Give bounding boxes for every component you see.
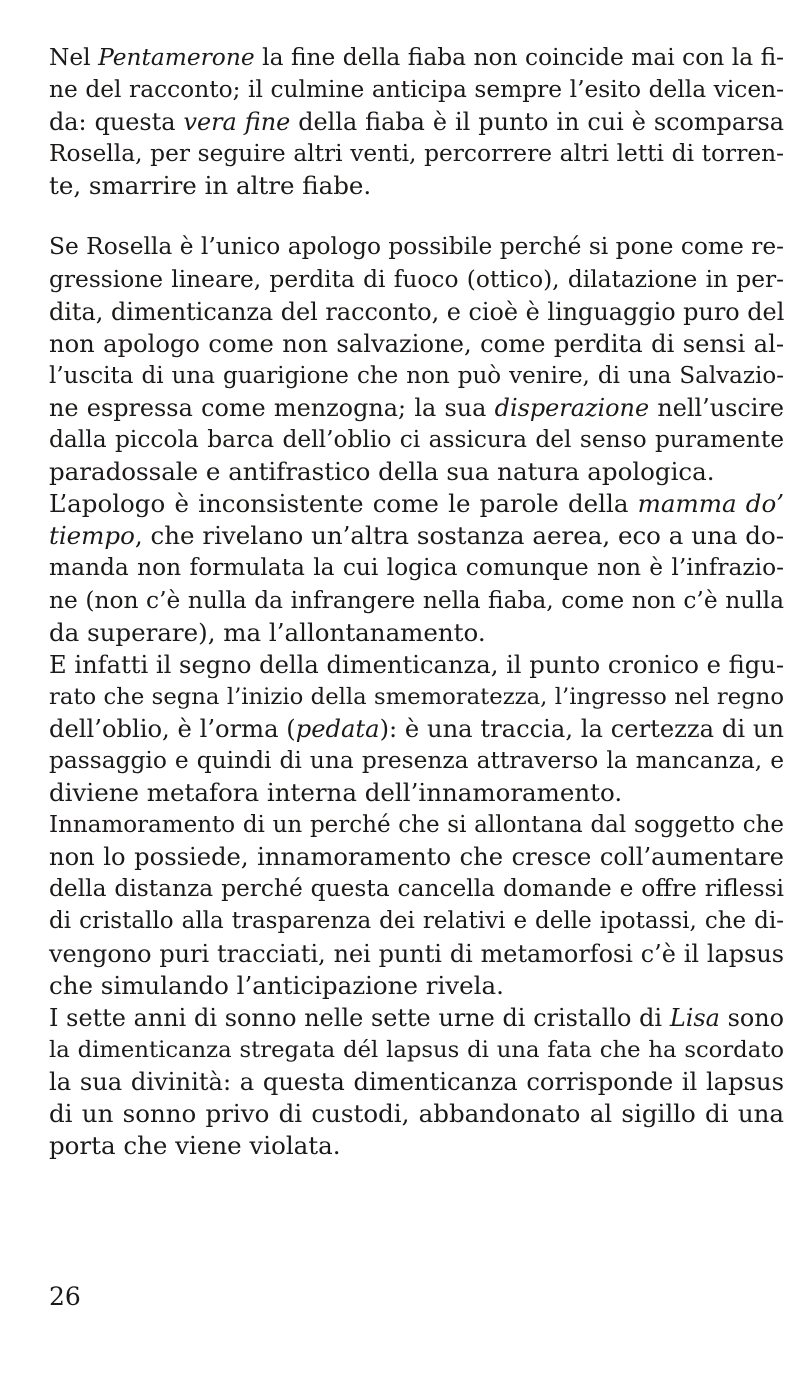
text-run: la dimenticanza stregata dél lapsus di una fata che ha scordato	[49, 1036, 784, 1063]
text-line	[49, 424, 784, 456]
text-run: ne del racconto; il culmine anticipa sempre l’esito della vicen-	[49, 76, 784, 104]
italic-text-run: mamma do’	[637, 489, 784, 519]
text-line	[49, 617, 784, 649]
text-run: l’uscita di una guarigione che non può venire, di una Salvazio-	[49, 362, 784, 389]
text-run: dalla piccola barca dell’oblio ci assicura del senso puramente	[49, 426, 784, 454]
paragraph-gap	[49, 202, 784, 231]
text-line	[49, 1130, 784, 1162]
paragraph	[49, 1002, 784, 1162]
text-line	[49, 873, 784, 905]
text-run: di un sonno privo di custodi, abbandonato al sigillo di una	[49, 1099, 784, 1128]
text-line	[49, 713, 784, 745]
text-line	[49, 264, 784, 296]
text-line	[49, 488, 784, 520]
text-line	[49, 170, 784, 202]
text-run: L’apologo è inconsistente come le parole della	[49, 489, 638, 519]
text-line	[49, 328, 784, 360]
text-run: non lo possiede, innamoramento che cresce coll’aumentare	[49, 843, 784, 872]
text-line	[49, 520, 784, 552]
text-run: manda non formulata la cui logica comunque non è l’infrazio-	[49, 554, 784, 582]
text-run: dell’oblio, è l’orma (	[49, 714, 296, 743]
text-line	[49, 1098, 784, 1130]
text-run: Rosella, per seguire altri venti, percorrere altri letti di torren-	[49, 140, 784, 168]
text-line	[49, 1066, 784, 1098]
text-line	[49, 938, 784, 970]
text-run: gressione lineare, perdita di fuoco (ottico), dilatazione in per-	[49, 265, 784, 293]
text-run: te, smarrire in altre fiabe.	[49, 171, 372, 201]
text-run: rato che segna l’inizio della smemoratezza, l’ingresso nel regno	[49, 683, 784, 710]
text-line	[49, 841, 784, 873]
italic-text-run: tiempo	[49, 521, 135, 551]
text-run: che simulando l’anticipazione rivela.	[49, 970, 504, 1000]
text-line	[49, 745, 784, 777]
text-line	[49, 552, 784, 584]
text-line	[49, 106, 784, 138]
paragraph	[49, 809, 784, 1002]
text-line	[49, 42, 784, 74]
paragraph	[49, 488, 784, 648]
text-line	[49, 905, 784, 937]
text-line	[49, 138, 784, 170]
italic-text-run: Lisa	[669, 1003, 720, 1032]
text-line	[49, 360, 784, 392]
text-line	[49, 970, 784, 1002]
text-line	[49, 585, 784, 617]
text-run: dita, dimenticanza del racconto, e cioè è linguaggio puro del	[49, 297, 785, 326]
text-run: ne (non c’è nulla da infrangere nella fiaba, come non c’è nulla	[49, 586, 784, 614]
text-run: non apologo come non salvazione, come perdita di sensi al-	[49, 329, 784, 358]
text-run: , che rivelano un’altra sostanza aerea, eco a una do-	[134, 521, 784, 551]
text-run: vengono puri tracciati, nei punti di metamorfosi c’è il lapsus	[49, 939, 784, 968]
text-line	[49, 296, 784, 328]
text-run: Nel	[49, 44, 99, 71]
italic-text-run: vera fine	[183, 108, 291, 137]
text-run: I sette anni di sonno nelle sette urne di cristallo di	[49, 1003, 670, 1032]
text-run: sono	[719, 1003, 784, 1032]
text-run: da superare), ma l’allontanamento.	[49, 617, 486, 647]
text-run: paradossale e antifrastico della sua natura apologica.	[49, 457, 715, 487]
text-run: nell’uscire	[649, 393, 784, 422]
text-line	[49, 777, 784, 809]
page-number: 26	[49, 1282, 81, 1311]
italic-text-run: pedata	[295, 714, 380, 743]
text-run: diviene metafora interna dell’innamoramento.	[49, 778, 623, 808]
text-run: della fiaba è il punto in cui è scomparsa	[290, 108, 785, 137]
text-run: ): è una traccia, la certezza di un	[379, 714, 784, 743]
page-body	[49, 42, 784, 1162]
text-run: della distanza perché questa cancella domande e offre riflessi	[49, 875, 784, 903]
text-run: da: questa	[49, 108, 184, 137]
text-run: ne espressa come menzogna; la sua	[49, 393, 495, 422]
text-run: passaggio e quindi di una presenza attraverso la mancanza, e	[49, 746, 784, 774]
text-run: di cristallo alla trasparenza dei relativi e delle ipotassi, che di-	[49, 908, 784, 935]
text-run: la fine della fiaba non coincide mai con la fi-	[254, 44, 785, 71]
text-flow	[49, 42, 784, 1162]
text-line	[49, 74, 784, 106]
text-line	[49, 1002, 784, 1034]
text-run: porta che viene violata.	[49, 1131, 341, 1161]
text-run: E infatti il segno della dimenticanza, il punto cronico e figu-	[49, 650, 784, 679]
text-line	[49, 231, 784, 263]
text-run: Se Rosella è l’unico apologo possibile perché si pone come re-	[49, 233, 784, 261]
italic-text-run: Pentamerone	[98, 44, 255, 71]
text-line	[49, 649, 784, 681]
text-line	[49, 681, 784, 713]
text-line	[49, 392, 784, 424]
text-line	[49, 809, 784, 841]
paragraph	[49, 231, 784, 488]
text-line	[49, 456, 784, 488]
paragraph	[49, 649, 784, 809]
text-run: Innamoramento di un perché che si allontana dal soggetto che	[49, 812, 784, 839]
italic-text-run: disperazione	[494, 393, 650, 422]
text-run: la sua divinità: a questa dimenticanza corrisponde il lapsus	[49, 1067, 784, 1096]
text-line	[49, 1034, 784, 1066]
paragraph	[49, 42, 784, 202]
